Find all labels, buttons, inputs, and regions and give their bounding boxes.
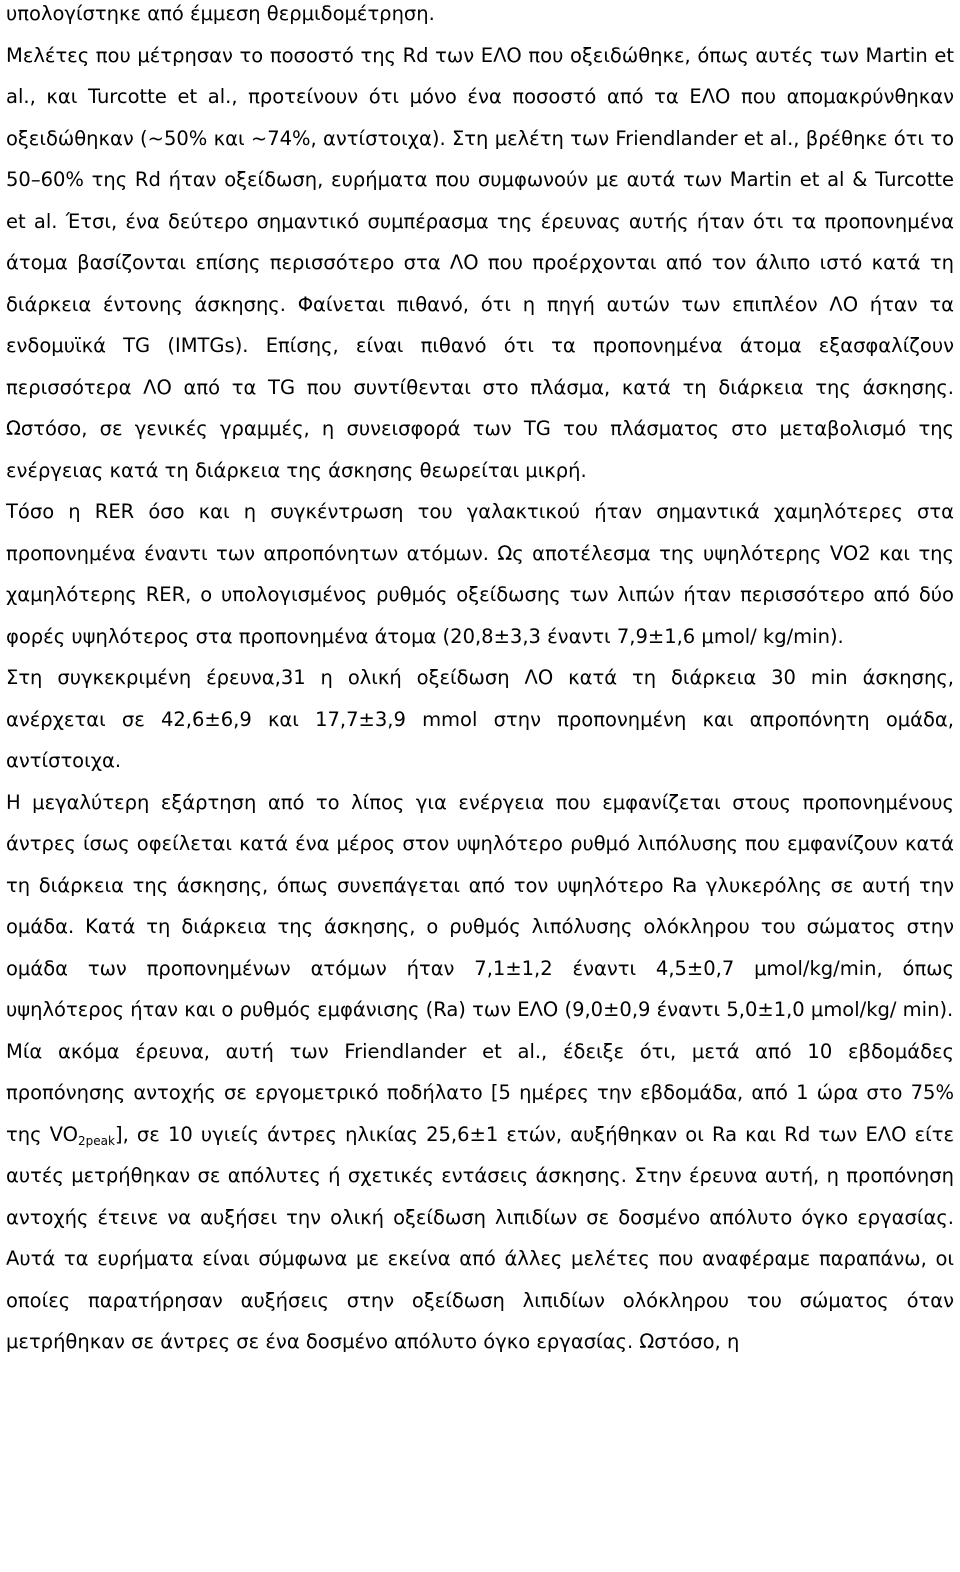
paragraph-training-study [6,1031,954,1363]
subscript-label: 2peak [78,1133,115,1148]
paragraph-text-part: ], σε 10 υγιείς άντρες ηλικίας 25,6±1 ετών, αυξήθηκαν οι Ra και Rd των ΕΛΟ είτε αυτές μετρήθηκαν σε απόλυτες ή σχετικές εντάσεις άσκησης. Στην έρευνα αυτή, η προπόνηση αντοχής έτεινε να αυξήσει την ολική οξείδωση λιπιδίων σε δοσμένο απόλυτο όγκο εργασίας. Αυτά τα ευρήματα είναι σύμφωνα με εκείνα από άλλες μελέτες που αναφέραμε παραπάνω, οι οποίες παρατήρησαν αυξήσεις στην οξείδωση λιπιδίων ολόκληρου του σώματος όταν μετρήθηκαν σε άντρες σε ένα δοσμένο απόλυτο όγκο εργασίας. Ωστόσο, η [6,1122,955,1353]
continued-paragraph-line: υπολογίστηκε από έμμεση θερμιδομέτρηση. [6,2,435,25]
paragraph-oxidation-rd: Μελέτες που μέτρησαν το ποσοστό της Rd των ΕΛΟ που οξειδώθηκε, όπως αυτές των Martin et al., και Turcotte et al., προτείνουν ότι μόνο ένα ποσοστό από τα ΕΛΟ που απομακρύνθηκαν οξειδώθηκαν (~50% και ~74%, αντίστοιχα). Στη μελέτη των Friendlander et al., βρέθηκε ότι το 50–60% της Rd ήταν οξείδωση, ευρήματα που συμφωνούν με αυτά των Martin et al & Turcotte et al. Έτσι, ένα δεύτερο σημαντικό συμπέρασμα της έρευνας αυτής ήταν ότι τα προπονημένα άτομα βασίζονται επίσης περισσότερο στα ΛΟ που προέρχονται από τον άλιπο ιστό κατά τη διάρκεια έντονης άσκησης. Φαίνεται πιθανό, ότι η πηγή αυτών των επιπλέον ΛΟ ήταν τα ενδομυϊκά TG (IMTGs). Επίσης, είναι πιθανό ότι τα προπονημένα άτομα εξασφαλίζουν περισσότερα ΛΟ από τα TG που συντίθενται στο πλάσμα, κατά τη διάρκεια της άσκησης. Ωστόσο, σε γενικές γραμμές, η συνεισφορά των TG του πλάσματος στο μεταβολισμό της ενέργειας κατά τη διάρκεια της άσκησης θεωρείται μικρή. [6,43,954,482]
document-page [6,0,954,1363]
paragraph-lipolysis: Η μεγαλύτερη εξάρτηση από το λίπος για ενέργεια που εμφανίζεται στους προπονημένους άντρες ίσως οφείλεται κατά ένα μέρος στον υψηλότερο ρυθμό λιπόλυσης που εμφανίζουν κατά τη διάρκεια της άσκησης, όπως συνεπάγεται από τον υψηλότερο Ra γλυκερόλης σε αυτή την ομάδα. Κατά τη διάρκεια της άσκησης, ο ρυθμός λιπόλυσης ολόκληρου του σώματος στην ομάδα των προπονημένων ατόμων ήταν 7,1±1,2 έναντι 4,5±0,7 μmol/kg/min, όπως υψηλότερος ήταν και ο ρυθμός εμφάνισης (Ra) των ΕΛΟ (9,0±0,9 έναντι 5,0±1,0 μmol/kg/ min). [6,790,954,1021]
paragraph-text-part: Μία ακόμα έρευνα, αυτή των Friendlander et al., έδειξε ότι, μετά από 10 εβδομάδες προπόνησης αντοχής σε εργομετρικό ποδήλατο [5 ημέρες την εβδομάδα, από 1 ώρα στο 75% της VO [6,1039,954,1146]
paragraph-rer-lactate: Τόσο η RER όσο και η συγκέντρωση του γαλακτικού ήταν σημαντικά χαμηλότερες στα προπονημένα έναντι των απροπόνητων ατόμων. Ως αποτέλεσμα της υψηλότερης VO2 και της χαμηλότερης RER, ο υπολογισμένος ρυθμός οξείδωσης των λιπών ήταν περισσότερο από δύο φορές υψηλότερος στα προπονημένα άτομα (20,8±3,3 έναντι 7,9±1,6 μmol/ kg/min). [6,500,954,648]
paragraph-total-oxidation: Στη συγκεκριμένη έρευνα,31 η ολική οξείδωση ΛΟ κατά τη διάρκεια 30 min άσκησης, ανέρχεται σε 42,6±6,9 και 17,7±3,9 mmol στην προπονημένη και απροπόνητη ομάδα, αντίστοιχα. [6,666,954,772]
